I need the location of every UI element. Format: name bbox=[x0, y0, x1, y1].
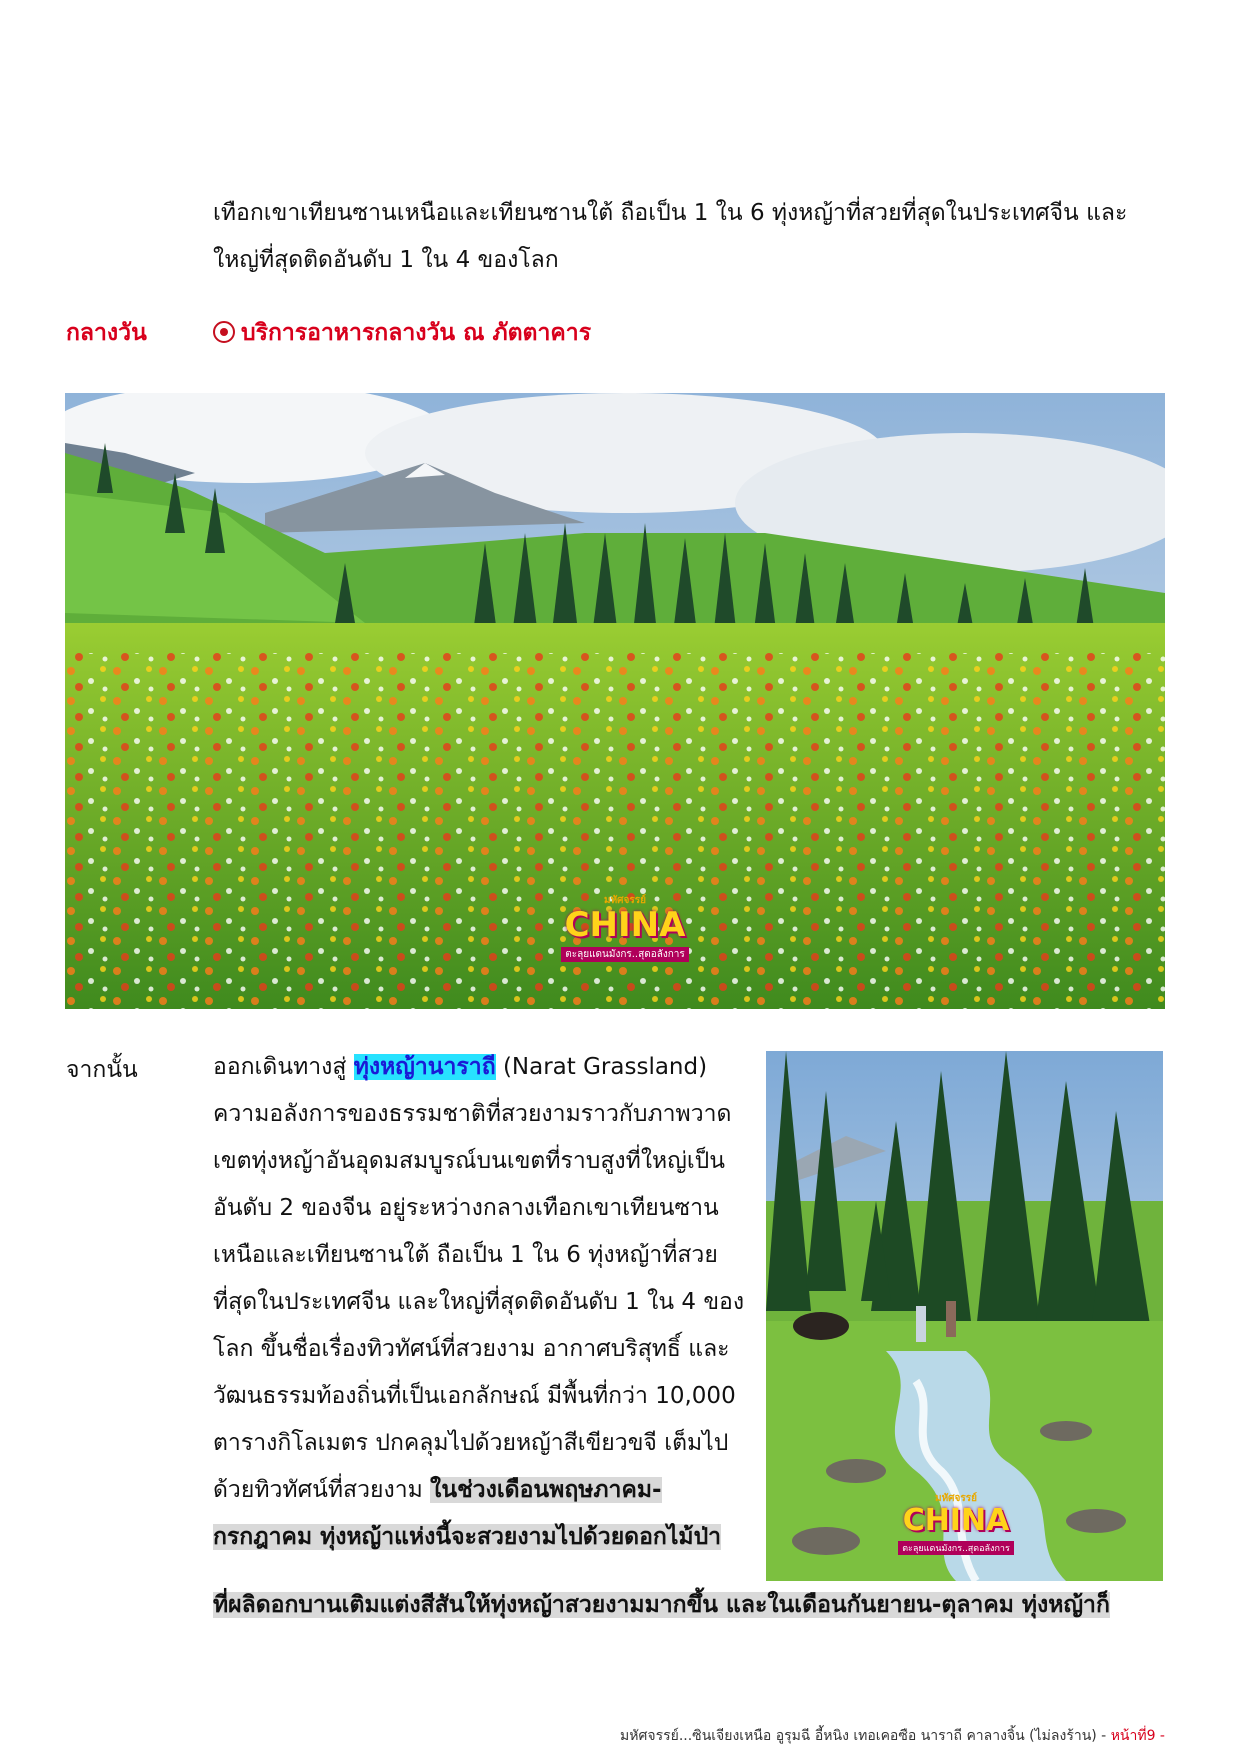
logo-small-top-text: มหัศจรรย์ bbox=[935, 1493, 977, 1504]
china-logo bbox=[545, 893, 705, 962]
narat-line-11-highlight: กรกฎาคม ทุ่งหญ้าแห่งนี้จะสวยงามไปด้วยดอกไม้ป่า bbox=[213, 1524, 722, 1550]
page-number: หน้าที่9 - bbox=[1110, 1728, 1165, 1744]
narat-line-10-pre: ด้วยทิวทัศน์ที่สวยงาม bbox=[213, 1477, 431, 1503]
narat-line-10 bbox=[213, 1467, 753, 1514]
narat-line-1 bbox=[213, 1044, 753, 1091]
logo-top-text: มหัศจรรย์ bbox=[604, 895, 646, 906]
narat-line-7: โลก ขึ้นชื่อเรื่องทิวทัศน์ที่สวยงาม อากาศบริสุทธิ์ และ bbox=[213, 1336, 730, 1362]
logo-small-main-text: CHINA bbox=[902, 1503, 1010, 1538]
narat-line-11 bbox=[213, 1514, 753, 1561]
forest-stream-photo bbox=[766, 1051, 1163, 1581]
footer-text: มหัศจรรย์...ซินเจียงเหนือ อูรุมฉี อี้หนิง เทอเคอซือ นาราถี คาลางจิ้น (ไม่ลงร้าน) - bbox=[620, 1728, 1111, 1744]
then-label: จากนั้น bbox=[66, 1057, 138, 1083]
page-footer bbox=[620, 1725, 1165, 1747]
narat-line-10-highlight: ในช่วงเดือนพฤษภาคม- bbox=[430, 1477, 662, 1503]
narat-line-9: ตารางกิโลเมตร ปกคลุมไปด้วยหญ้าสีเขียวขจี เต็มไป bbox=[213, 1430, 729, 1456]
narat-line-5: เหนือและเทียนซานใต้ ถือเป็น 1 ใน 6 ทุ่งหญ้าที่สวย bbox=[213, 1242, 718, 1268]
logo-sub-text: ตะลุยแดนมังกร..สุดอลังการ bbox=[561, 947, 689, 962]
lunch-label: กลางวัน bbox=[66, 320, 147, 346]
narat-grassland-link[interactable]: ทุ่งหญ้านาราถี bbox=[353, 1054, 496, 1080]
narat-line-12-highlight: ที่ผลิดอกบานเติมแต่งสีสันให้ทุ่งหญ้าสวยงามมากขึ้น และในเดือนกันยายน-ตุลาคม ทุ่งหญ้าก็ bbox=[213, 1592, 1110, 1618]
narat-line-1-post: (Narat Grassland) bbox=[495, 1054, 708, 1080]
meadow-photo bbox=[65, 393, 1165, 1009]
intro-line-2: ใหญ่ที่สุดติดอันดับ 1 ใน 4 ของโลก bbox=[213, 247, 559, 273]
narat-line-12 bbox=[213, 1582, 1110, 1629]
intro-line-1: เทือกเขาเทียนซานเหนือและเทียนซานใต้ ถือเป็น 1 ใน 6 ทุ่งหญ้าที่สวยที่สุดในประเทศจีน และ bbox=[213, 200, 1128, 226]
lunch-row bbox=[213, 315, 591, 351]
lunch-text: บริการอาหารกลางวัน ณ ภัตตาคาร bbox=[241, 320, 592, 346]
narat-line-3: เขตทุ่งหญ้าอันอุดมสมบูรณ์บนเขตที่ราบสูงที่ใหญ่เป็น bbox=[213, 1148, 725, 1174]
narat-line-8: วัฒนธรรมท้องถิ่นที่เป็นเอกลักษณ์ มีพื้นที่กว่า 10,000 bbox=[213, 1383, 736, 1409]
intro-paragraph bbox=[213, 190, 1173, 284]
logo-small-sub-text: ตะลุยแดนมังกร..สุดอลังการ bbox=[898, 1541, 1014, 1555]
narat-line-1-pre: ออกเดินทางสู่ bbox=[213, 1054, 354, 1080]
narat-line-6: ที่สุดในประเทศจีน และใหญ่ที่สุดติดอันดับ 1 ใน 4 ของ bbox=[213, 1289, 745, 1315]
narat-line-4: อันดับ 2 ของจีน อยู่ระหว่างกลางเทือกเขาเทียนซาน bbox=[213, 1195, 719, 1221]
narat-paragraph bbox=[213, 1044, 753, 1561]
logo-main-text: CHINA bbox=[564, 905, 686, 945]
plate-icon bbox=[213, 321, 235, 343]
china-logo-small bbox=[876, 1491, 1036, 1555]
narat-line-2: ความอลังการของธรรมชาติที่สวยงามราวกับภาพวาด bbox=[213, 1101, 732, 1127]
